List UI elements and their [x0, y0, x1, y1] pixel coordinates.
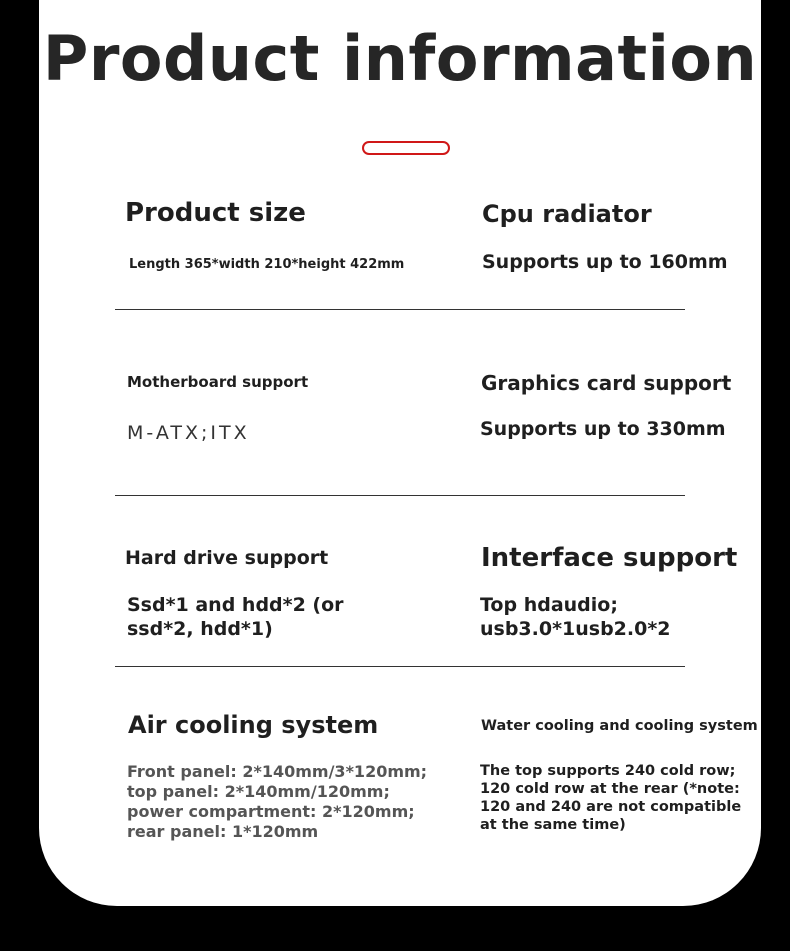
motherboard-value: M-ATX;ITX [127, 422, 250, 444]
hard-drive-heading: Hard drive support [125, 547, 329, 569]
cpu-radiator-value: Supports up to 160mm [482, 251, 728, 273]
graphics-card-heading: Graphics card support [481, 371, 732, 395]
product-size-value: Length 365*width 210*height 422mm [129, 257, 405, 272]
page-title: Product information [42, 22, 758, 95]
water-cooling-value: The top supports 240 cold row; 120 cold row at the rear (*note: 120 and 240 are not compatible at the same time) [480, 763, 742, 833]
cpu-radiator-heading: Cpu radiator [482, 200, 652, 228]
divider-3 [115, 666, 685, 667]
air-cooling-heading: Air cooling system [128, 711, 379, 739]
divider-1 [115, 309, 685, 310]
info-card [39, 0, 761, 906]
accent-pill-decoration [362, 141, 450, 155]
graphics-card-value: Supports up to 330mm [480, 418, 726, 440]
product-size-heading: Product size [125, 198, 306, 228]
air-cooling-value: Front panel: 2*140mm/3*120mm; top panel: 2*140mm/120mm; power compartment: 2*120mm; rear panel: 1*120mm [127, 762, 428, 841]
hard-drive-value: Ssd*1 and hdd*2 (or ssd*2, hdd*1) [127, 594, 344, 640]
motherboard-heading: Motherboard support [127, 373, 309, 391]
water-cooling-heading: Water cooling and cooling system [481, 718, 758, 734]
divider-2 [115, 495, 685, 496]
interface-heading: Interface support [481, 543, 738, 573]
interface-value: Top hdaudio; usb3.0*1usb2.0*2 [480, 594, 671, 640]
